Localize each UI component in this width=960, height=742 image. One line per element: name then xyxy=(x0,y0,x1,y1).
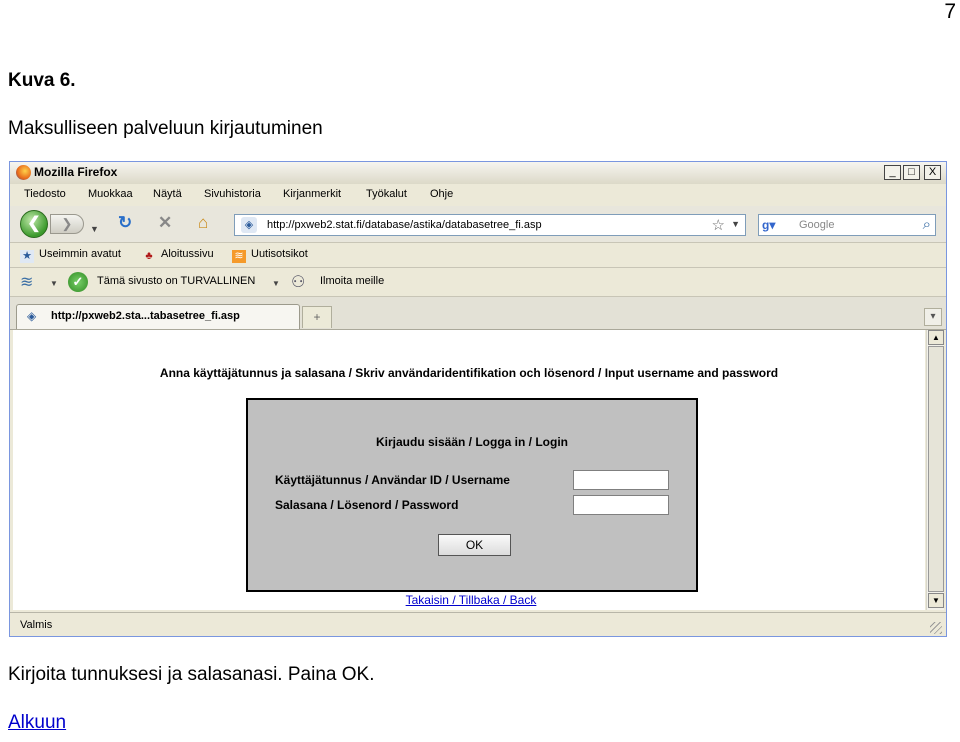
search-bar[interactable] xyxy=(758,214,936,236)
wot-logo-icon[interactable]: ≋ xyxy=(20,274,34,291)
bookmark-useimmin-avatut[interactable] xyxy=(20,248,121,263)
back-button[interactable]: ❮ xyxy=(20,210,48,238)
ok-button[interactable]: OK xyxy=(438,534,511,556)
bookmark-star-icon[interactable]: ☆ xyxy=(711,217,725,234)
resize-grip-icon[interactable] xyxy=(930,622,942,634)
addon-dropdown-icon[interactable]: ▼ xyxy=(50,279,58,288)
navigation-toolbar xyxy=(10,206,946,243)
reload-icon[interactable]: ↻ xyxy=(118,213,133,232)
safe-site-text[interactable]: Tämä sivusto on TURVALLINEN xyxy=(97,275,256,287)
password-label: Salasana / Lösenord / Password xyxy=(275,498,459,512)
new-tab-button[interactable]: + xyxy=(302,306,332,328)
history-dropdown-icon[interactable]: ▼ xyxy=(90,224,99,234)
menu-muokkaa[interactable]: Muokkaa xyxy=(88,188,133,200)
search-placeholder[interactable]: Google xyxy=(799,219,835,231)
firefox-logo-icon xyxy=(16,165,31,180)
report-link[interactable]: Ilmoita meille xyxy=(320,275,385,287)
url-text[interactable]: http://pxweb2.stat.fi/database/astika/databasetree_fi.asp xyxy=(267,219,542,231)
home-bookmark-icon: ♣ xyxy=(145,250,153,262)
menu-ohje[interactable]: Ohje xyxy=(430,188,454,200)
bookmark-label: Useimmin avatut xyxy=(39,248,121,260)
menu-kirjanmerkit[interactable]: Kirjanmerkit xyxy=(283,188,342,200)
menu-bar xyxy=(10,184,946,206)
instruction-text: Kirjoita tunnuksesi ja salasanasi. Paina OK. xyxy=(8,664,375,685)
scroll-thumb[interactable] xyxy=(928,346,944,592)
tab-active[interactable] xyxy=(16,304,300,329)
search-engine-icon[interactable]: g▾ xyxy=(762,217,782,233)
check-icon: ✓ xyxy=(68,272,88,292)
maximize-button[interactable]: □ xyxy=(903,165,920,180)
page-content xyxy=(13,330,925,610)
url-bar[interactable] xyxy=(234,214,746,236)
menu-tyokalut[interactable]: Työkalut xyxy=(366,188,407,200)
window-title: Mozilla Firefox xyxy=(34,165,118,179)
tab-list-icon[interactable]: ▾ xyxy=(924,308,942,326)
safe-dropdown-icon[interactable]: ▼ xyxy=(272,279,280,288)
home-icon[interactable]: ⌂ xyxy=(198,213,209,232)
minimize-button[interactable]: _ xyxy=(884,165,901,180)
bookmark-uutisotsikot[interactable] xyxy=(232,248,308,263)
username-label: Käyttäjätunnus / Användar ID / Username xyxy=(275,473,510,487)
scroll-down-icon[interactable]: ▼ xyxy=(928,593,944,608)
username-field[interactable] xyxy=(573,470,669,490)
vertical-scrollbar[interactable] xyxy=(926,330,944,610)
search-icon[interactable]: ⌕ xyxy=(922,216,931,233)
site-identity-icon[interactable]: ◈ xyxy=(241,217,257,233)
tab-bar xyxy=(10,297,946,330)
password-field[interactable] xyxy=(573,495,669,515)
bookmark-label: Aloitussivu xyxy=(161,248,214,260)
status-text: Valmis xyxy=(20,619,53,631)
menu-tiedosto[interactable]: Tiedosto xyxy=(24,188,66,200)
bookmark-aloitussivu[interactable] xyxy=(142,248,214,263)
forward-button[interactable]: ❯ xyxy=(50,214,84,234)
login-prompt: Anna käyttäjätunnus ja salasana / Skriv användaridentifikation och lösenord / Input username and password xyxy=(159,366,779,380)
rss-icon: ≋ xyxy=(232,250,246,263)
login-heading: Kirjaudu sisään / Logga in / Login xyxy=(375,435,568,449)
star-page-icon: ★ xyxy=(20,250,34,263)
back-link[interactable]: Takaisin / Tillbaka / Back xyxy=(405,593,537,607)
title-bar xyxy=(10,162,946,184)
scroll-up-icon[interactable]: ▲ xyxy=(928,330,944,345)
top-link[interactable]: Alkuun xyxy=(8,712,67,733)
login-box xyxy=(246,398,698,592)
bookmark-label: Uutisotsikot xyxy=(251,248,308,260)
tab-label[interactable]: http://pxweb2.sta...tabasetree_fi.asp xyxy=(51,310,240,322)
figure-title: Kuva 6. xyxy=(8,70,76,91)
close-button[interactable]: X xyxy=(924,165,941,180)
stop-icon[interactable]: ✕ xyxy=(158,213,173,232)
figure-caption: Maksulliseen palveluun kirjautuminen xyxy=(8,118,323,139)
page-number: 7 xyxy=(944,0,956,23)
menu-sivuhistoria[interactable]: Sivuhistoria xyxy=(204,188,261,200)
addon-toolbar xyxy=(10,268,946,297)
menu-nayta[interactable]: Näytä xyxy=(153,188,182,200)
users-icon[interactable]: ⚇ xyxy=(291,274,306,291)
url-dropdown-icon[interactable]: ▼ xyxy=(731,219,740,229)
status-bar xyxy=(10,612,946,637)
browser-window xyxy=(9,161,947,637)
tab-favicon-icon: ◈ xyxy=(27,309,37,323)
bookmarks-toolbar xyxy=(10,243,946,268)
